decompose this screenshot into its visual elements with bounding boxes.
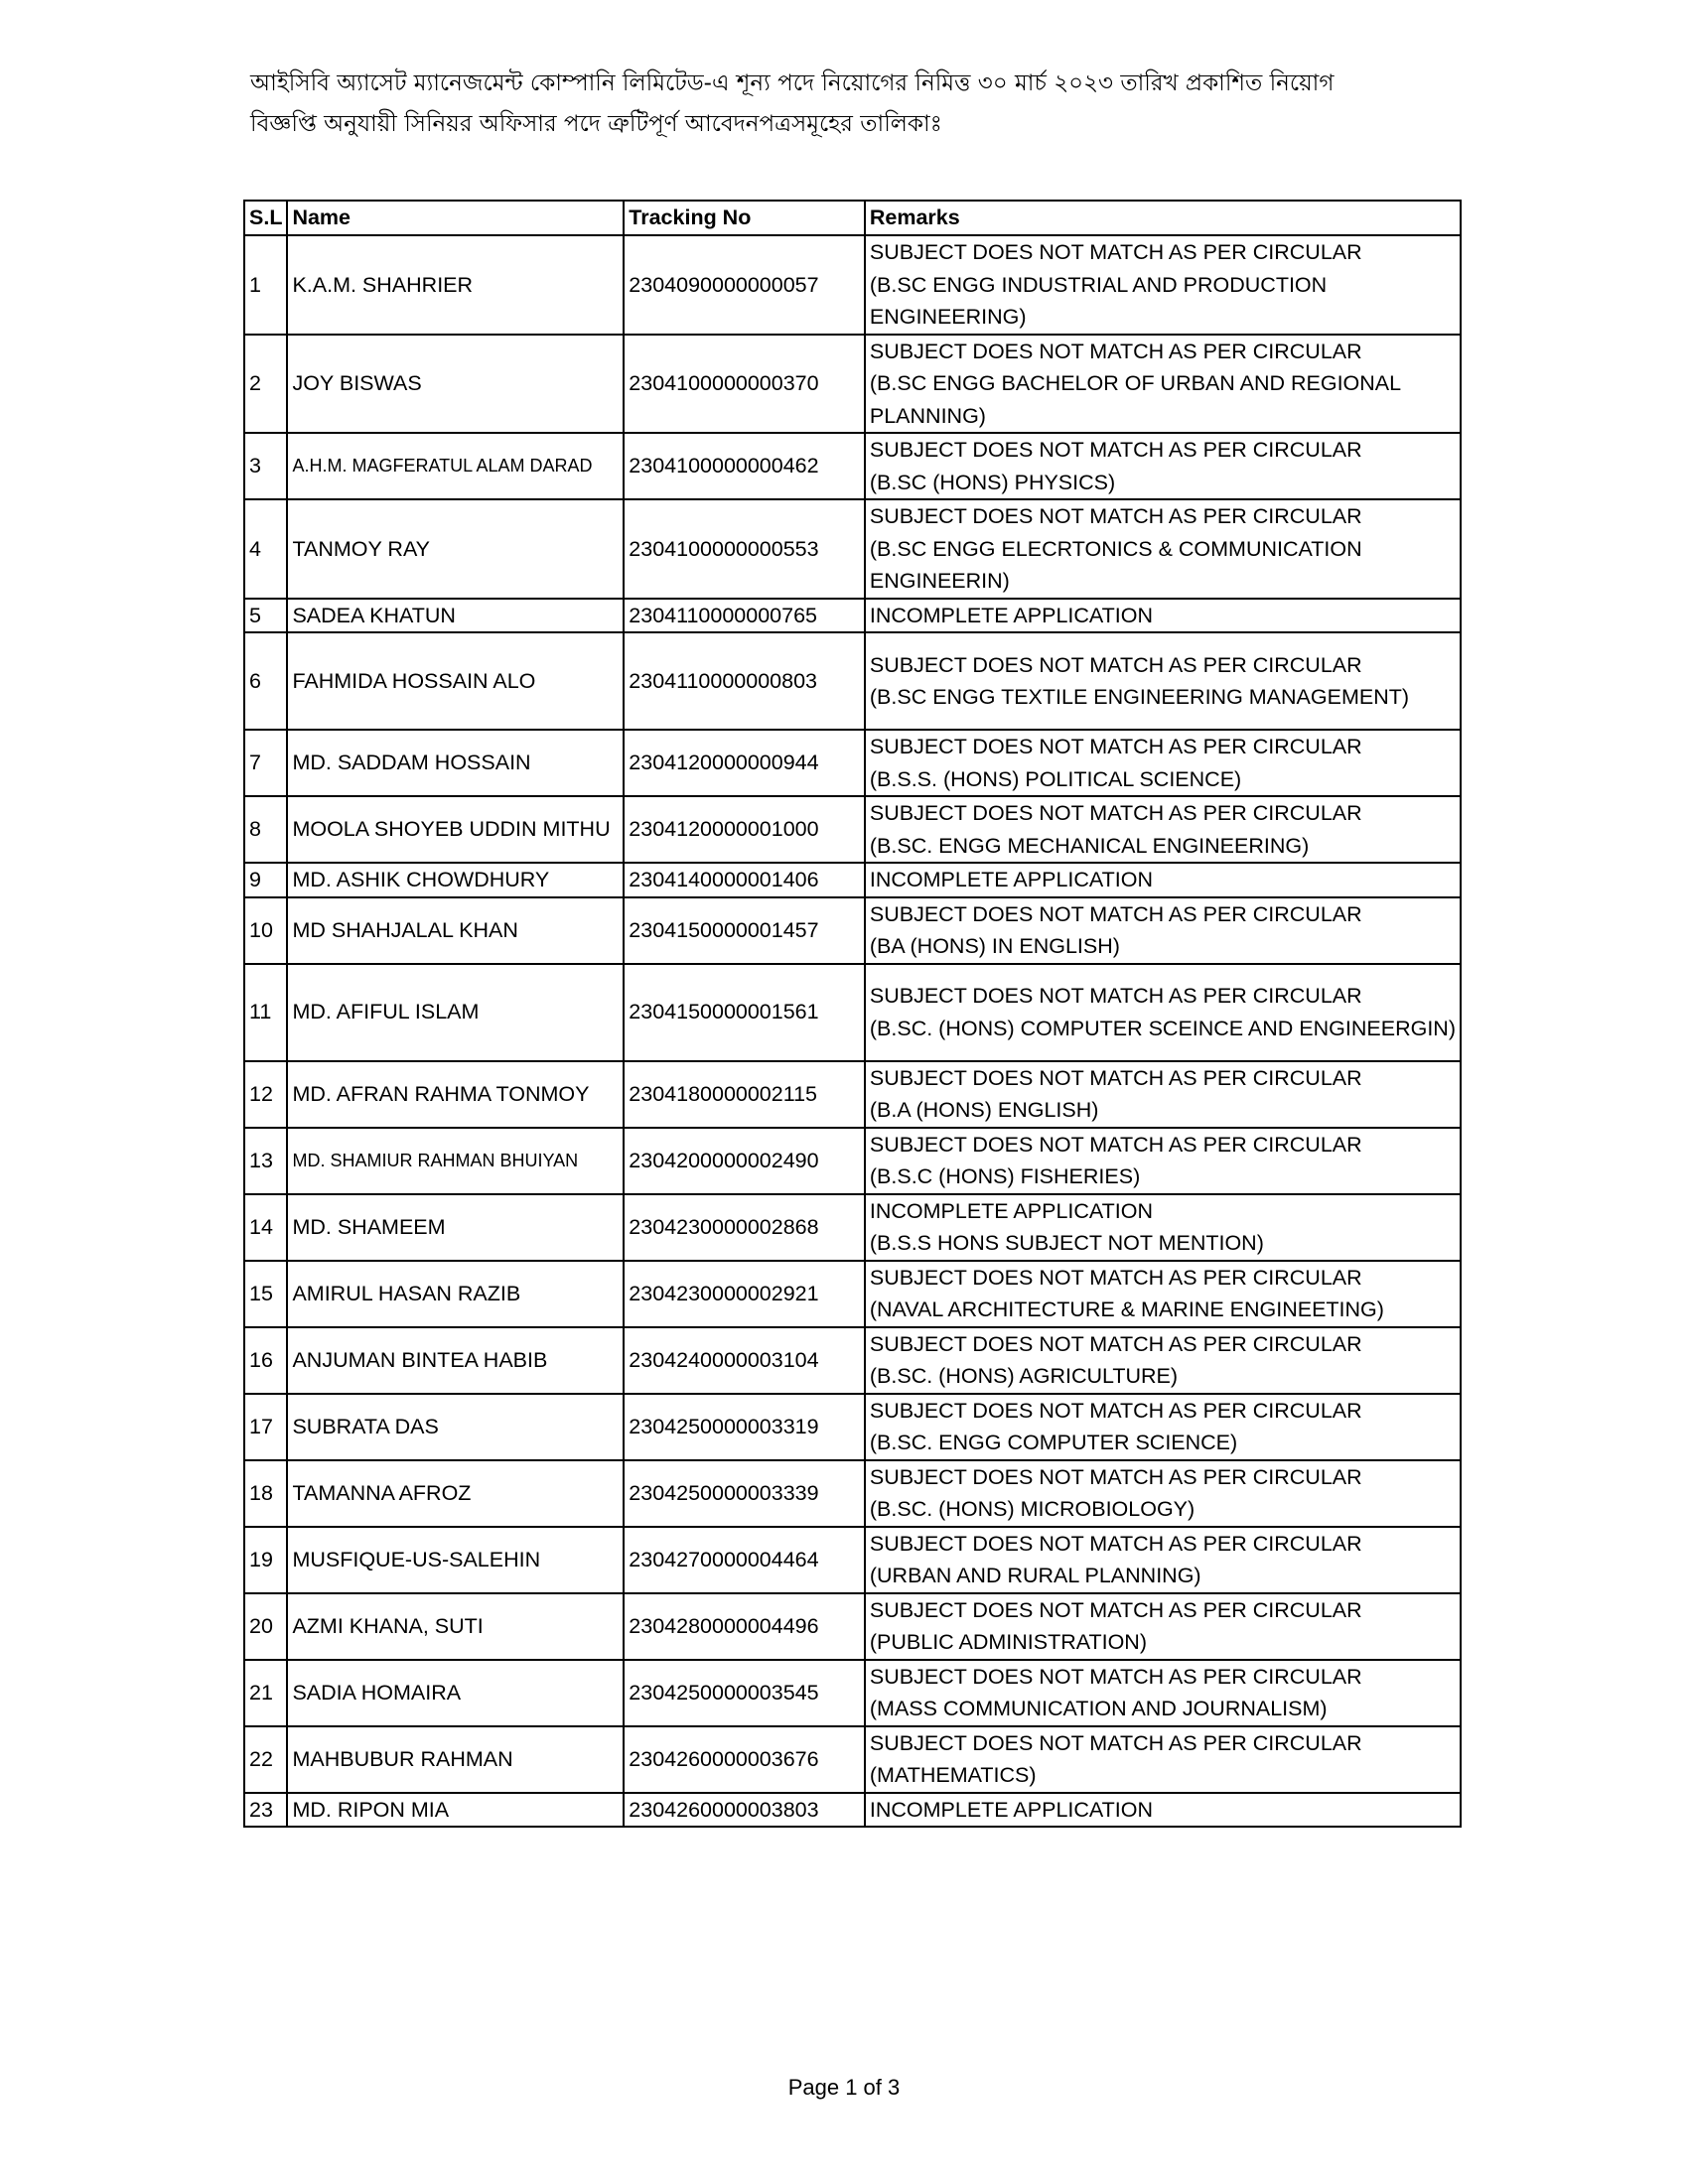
cell-sl: 19 (244, 1527, 287, 1593)
cell-name: SUBRATA DAS (287, 1394, 624, 1460)
cell-name: ANJUMAN BINTEA HABIB (287, 1327, 624, 1394)
remarks-line: (PUBLIC ADMINISTRATION) (869, 1630, 1147, 1654)
cell-name: AMIRUL HASAN RAZIB (287, 1261, 624, 1327)
remarks-line: SUBJECT DOES NOT MATCH AS PER CIRCULAR (869, 1597, 1362, 1622)
cell-name: A.H.M. MAGFERATUL ALAM DARAD (287, 433, 624, 499)
remarks-line: (B.A (HONS) ENGLISH) (869, 1098, 1099, 1122)
cell-tracking-no: 2304250000003339 (624, 1460, 865, 1527)
remarks-line: INCOMPLETE APPLICATION (869, 603, 1154, 627)
remarks-line: ENGINEERIN) (869, 569, 1010, 593)
cell-tracking-no: 2304150000001457 (624, 897, 865, 964)
page-number: Page 1 of 3 (787, 2075, 901, 2100)
remarks-line: SUBJECT DOES NOT MATCH AS PER CIRCULAR (869, 1531, 1362, 1556)
remarks-line: (B.SC. (HONS) AGRICULTURE) (869, 1364, 1179, 1388)
table-row (244, 1527, 1461, 1593)
cell-sl: 2 (244, 335, 287, 434)
remarks-line: SUBJECT DOES NOT MATCH AS PER CIRCULAR (869, 735, 1362, 758)
table-row (244, 796, 1461, 863)
remarks-line: (B.S.C (HONS) FISHERIES) (869, 1164, 1141, 1188)
remarks-line: (MASS COMMUNICATION AND JOURNALISM) (869, 1697, 1328, 1720)
table-row (244, 730, 1461, 796)
header-name: Name (287, 201, 624, 235)
remarks-line: SUBJECT DOES NOT MATCH AS PER CIRCULAR (869, 652, 1362, 677)
remarks-line: (B.SC. (HONS) MICROBIOLOGY) (869, 1497, 1196, 1521)
header-remarks: Remarks (865, 201, 1461, 235)
cell-tracking-no: 2304280000004496 (624, 1593, 865, 1660)
remarks-line: (NAVAL ARCHITECTURE & MARINE ENGINEETING) (869, 1297, 1384, 1321)
remarks-line: INCOMPLETE APPLICATION (869, 1198, 1154, 1223)
table-row (244, 1394, 1461, 1460)
cell-name: MD. ASHIK CHOWDHURY (287, 863, 624, 897)
cell-name: MD. SHAMEEM (287, 1194, 624, 1261)
cell-sl: 17 (244, 1394, 287, 1460)
table-row (244, 1194, 1461, 1261)
cell-sl: 5 (244, 599, 287, 633)
cell-tracking-no: 2304120000001000 (624, 796, 865, 863)
applications-table (243, 200, 1462, 1828)
remarks-line: (B.S.S. (HONS) POLITICAL SCIENCE) (869, 766, 1242, 791)
cell-sl: 12 (244, 1061, 287, 1128)
cell-name: MD. SADDAM HOSSAIN (287, 730, 624, 796)
cell-name: MD. AFIFUL ISLAM (287, 964, 624, 1061)
cell-remarks (865, 1593, 1461, 1660)
table-row (244, 1726, 1461, 1793)
remarks-line: SUBJECT DOES NOT MATCH AS PER CIRCULAR (869, 1464, 1362, 1489)
table-row (244, 1128, 1461, 1194)
cell-name: JOY BISWAS (287, 335, 624, 434)
cell-sl: 16 (244, 1327, 287, 1394)
remarks-line: PLANNING) (869, 403, 986, 428)
cell-name: FAHMIDA HOSSAIN ALO (287, 632, 624, 730)
table-row (244, 1460, 1461, 1527)
cell-remarks (865, 964, 1461, 1061)
cell-sl: 10 (244, 897, 287, 964)
cell-remarks (865, 1726, 1461, 1793)
cell-tracking-no: 2304100000000370 (624, 335, 865, 434)
cell-name: SADEA KHATUN (287, 599, 624, 633)
cell-tracking-no: 2304140000001406 (624, 863, 865, 897)
cell-name: SADIA HOMAIRA (287, 1660, 624, 1726)
table-row (244, 1261, 1461, 1327)
cell-tracking-no: 2304150000001561 (624, 964, 865, 1061)
cell-remarks (865, 632, 1461, 730)
table-row (244, 1793, 1461, 1828)
remarks-line: SUBJECT DOES NOT MATCH AS PER CIRCULAR (869, 240, 1362, 264)
document-heading (250, 64, 1472, 145)
cell-tracking-no: 2304250000003545 (624, 1660, 865, 1726)
cell-sl: 14 (244, 1194, 287, 1261)
cell-remarks (865, 433, 1461, 499)
cell-name: MOOLA SHOYEB UDDIN MITHU (287, 796, 624, 863)
table-row (244, 863, 1461, 897)
cell-sl: 15 (244, 1261, 287, 1327)
cell-remarks (865, 1061, 1461, 1128)
table-row (244, 1660, 1461, 1726)
cell-remarks (865, 796, 1461, 863)
cell-remarks (865, 1460, 1461, 1527)
cell-remarks (865, 1194, 1461, 1261)
remarks-line: INCOMPLETE APPLICATION (869, 1797, 1154, 1822)
cell-sl: 4 (244, 499, 287, 599)
cell-name: TANMOY RAY (287, 499, 624, 599)
table-row (244, 499, 1461, 599)
cell-remarks (865, 730, 1461, 796)
cell-remarks (865, 897, 1461, 964)
table-row (244, 632, 1461, 730)
cell-tracking-no: 2304180000002115 (624, 1061, 865, 1128)
cell-remarks (865, 863, 1461, 897)
cell-name: MAHBUBUR RAHMAN (287, 1726, 624, 1793)
remarks-line: SUBJECT DOES NOT MATCH AS PER CIRCULAR (869, 984, 1362, 1008)
cell-sl: 11 (244, 964, 287, 1061)
remarks-line: SUBJECT DOES NOT MATCH AS PER CIRCULAR (869, 1132, 1362, 1157)
remarks-line: SUBJECT DOES NOT MATCH AS PER CIRCULAR (869, 504, 1362, 528)
remarks-line: (B.SC ENGG TEXTILE ENGINEERING MANAGEMENT) (869, 685, 1410, 709)
table-header-row (244, 201, 1461, 235)
remarks-line: SUBJECT DOES NOT MATCH AS PER CIRCULAR (869, 1398, 1362, 1423)
table-row (244, 599, 1461, 633)
remarks-line: SUBJECT DOES NOT MATCH AS PER CIRCULAR (869, 1065, 1362, 1090)
remarks-line: (URBAN AND RURAL PLANNING) (869, 1564, 1201, 1587)
cell-name: AZMI KHANA, SUTI (287, 1593, 624, 1660)
remarks-line: SUBJECT DOES NOT MATCH AS PER CIRCULAR (869, 339, 1362, 363)
cell-tracking-no: 2304240000003104 (624, 1327, 865, 1394)
cell-sl: 22 (244, 1726, 287, 1793)
cell-remarks (865, 335, 1461, 434)
cell-remarks (865, 499, 1461, 599)
header-tracking-no: Tracking No (624, 201, 865, 235)
table-row (244, 335, 1461, 434)
cell-sl: 8 (244, 796, 287, 863)
remarks-line: SUBJECT DOES NOT MATCH AS PER CIRCULAR (869, 901, 1362, 926)
remarks-line: SUBJECT DOES NOT MATCH AS PER CIRCULAR (869, 1265, 1362, 1290)
remarks-line: SUBJECT DOES NOT MATCH AS PER CIRCULAR (869, 801, 1362, 825)
cell-remarks (865, 599, 1461, 633)
heading-line-2: বিজ্ঞপ্তি অনুযায়ী সিনিয়র অফিসার পদে ত্রুটিপূর্ণ আবেদনপত্রসমূহের তালিকাঃ (250, 111, 942, 137)
cell-name: MD SHAHJALAL KHAN (287, 897, 624, 964)
cell-sl: 20 (244, 1593, 287, 1660)
remarks-line: SUBJECT DOES NOT MATCH AS PER CIRCULAR (869, 438, 1362, 462)
cell-remarks (865, 1527, 1461, 1593)
cell-name: MD. RIPON MIA (287, 1793, 624, 1828)
cell-tracking-no: 2304110000000765 (624, 599, 865, 633)
cell-sl: 13 (244, 1128, 287, 1194)
remarks-line: ENGINEERING) (869, 305, 1027, 329)
cell-remarks (865, 1793, 1461, 1828)
header-sl: S.L (244, 201, 287, 235)
remarks-line: (B.SC. (HONS) COMPUTER SCEINCE AND ENGINEERGIN) (869, 1016, 1456, 1040)
cell-remarks (865, 1128, 1461, 1194)
cell-name: K.A.M. SHAHRIER (287, 235, 624, 335)
cell-sl: 3 (244, 433, 287, 499)
table-row (244, 1593, 1461, 1660)
cell-sl: 9 (244, 863, 287, 897)
cell-remarks (865, 1660, 1461, 1726)
cell-tracking-no: 2304090000000057 (624, 235, 865, 335)
cell-tracking-no: 2304250000003319 (624, 1394, 865, 1460)
cell-remarks (865, 1394, 1461, 1460)
cell-remarks (865, 1327, 1461, 1394)
table-body (244, 235, 1461, 1827)
cell-remarks (865, 1261, 1461, 1327)
remarks-line: (B.SC ENGG INDUSTRIAL AND PRODUCTION (869, 272, 1328, 297)
remarks-line: (MATHEMATICS) (869, 1763, 1037, 1787)
cell-sl: 21 (244, 1660, 287, 1726)
cell-tracking-no: 2304260000003676 (624, 1726, 865, 1793)
heading-line-1: আইসিবি অ্যাসেট ম্যানেজমেন্ট কোম্পানি লিমিটেড-এ শূন্য পদে নিয়োগের নিমিত্ত ৩০ মার্চ ২০২৩ তারিখ প্রকাশিত নিয়োগ (250, 70, 1335, 96)
remarks-line: (B.SC (HONS) PHYSICS) (869, 470, 1116, 494)
cell-sl: 1 (244, 235, 287, 335)
cell-tracking-no: 2304100000000553 (624, 499, 865, 599)
table-row (244, 1061, 1461, 1128)
cell-sl: 23 (244, 1793, 287, 1828)
table-row (244, 897, 1461, 964)
cell-remarks (865, 235, 1461, 335)
cell-sl: 18 (244, 1460, 287, 1527)
remarks-line: SUBJECT DOES NOT MATCH AS PER CIRCULAR (869, 1730, 1362, 1755)
cell-tracking-no: 2304230000002868 (624, 1194, 865, 1261)
table-row (244, 1327, 1461, 1394)
cell-sl: 6 (244, 632, 287, 730)
remarks-line: (B.SC. ENGG COMPUTER SCIENCE) (869, 1431, 1238, 1454)
remarks-line: (B.SC ENGG ELECRTONICS & COMMUNICATION (869, 536, 1362, 561)
cell-name: TAMANNA AFROZ (287, 1460, 624, 1527)
cell-tracking-no: 2304110000000803 (624, 632, 865, 730)
table-row (244, 964, 1461, 1061)
cell-tracking-no: 2304120000000944 (624, 730, 865, 796)
cell-sl: 7 (244, 730, 287, 796)
cell-tracking-no: 2304270000004464 (624, 1527, 865, 1593)
remarks-line: (B.SC ENGG BACHELOR OF URBAN AND REGIONAL (869, 371, 1402, 395)
remarks-line: (B.S.S HONS SUBJECT NOT MENTION) (869, 1231, 1264, 1255)
cell-name: MD. SHAMIUR RAHMAN BHUIYAN (287, 1128, 624, 1194)
cell-name: MUSFIQUE-US-SALEHIN (287, 1527, 624, 1593)
cell-tracking-no: 2304230000002921 (624, 1261, 865, 1327)
table-row (244, 235, 1461, 335)
table-row (244, 433, 1461, 499)
remarks-line: SUBJECT DOES NOT MATCH AS PER CIRCULAR (869, 1331, 1362, 1356)
remarks-line: SUBJECT DOES NOT MATCH AS PER CIRCULAR (869, 1664, 1362, 1689)
cell-tracking-no: 2304260000003803 (624, 1793, 865, 1828)
remarks-line: INCOMPLETE APPLICATION (869, 868, 1154, 891)
cell-tracking-no: 2304200000002490 (624, 1128, 865, 1194)
cell-tracking-no: 2304100000000462 (624, 433, 865, 499)
remarks-line: (BA (HONS) IN ENGLISH) (869, 934, 1120, 958)
cell-name: MD. AFRAN RAHMA TONMOY (287, 1061, 624, 1128)
remarks-line: (B.SC. ENGG MECHANICAL ENGINEERING) (869, 833, 1310, 858)
